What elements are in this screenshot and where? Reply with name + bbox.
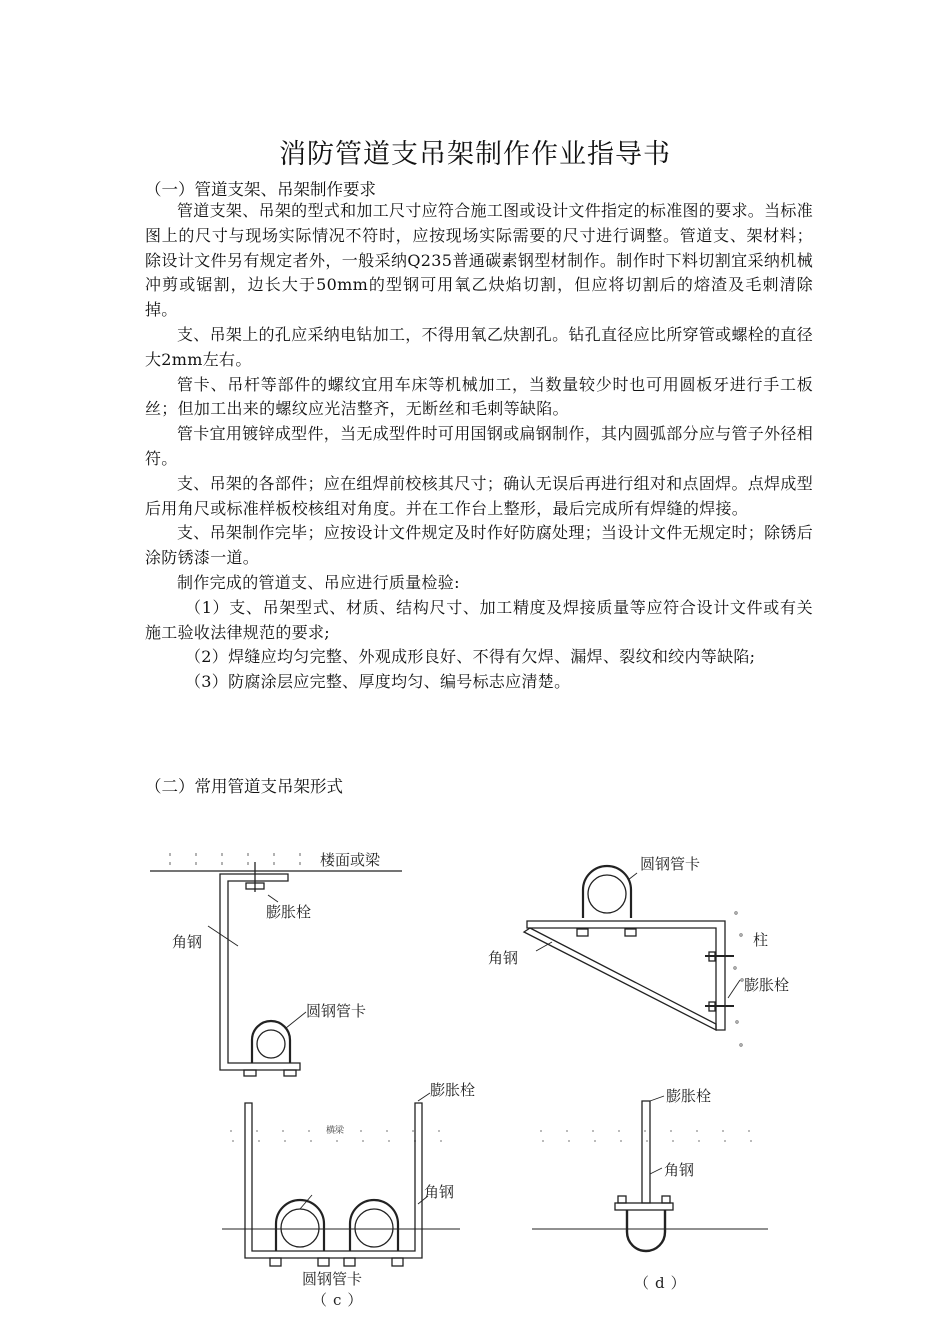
leader-line — [268, 895, 278, 902]
paragraph: 支、吊架制作完毕；应按设计文件规定及时作好防腐处理；当设计文件无规定时；除锈后涂防锈漆一道。 — [145, 523, 813, 568]
clamp-nut — [284, 1070, 296, 1076]
leader-line — [650, 1168, 662, 1174]
check-item: （2）焊缝应均匀完整、外观成形良好、不得有欠焊、漏焊、裂纹和绞内等缺陷; — [185, 647, 756, 667]
angle-label: 角钢 — [488, 949, 519, 967]
beam-label: 横梁 — [326, 1126, 345, 1136]
pipe — [588, 875, 626, 913]
pipe — [355, 1209, 393, 1247]
bolt-nut — [618, 1196, 626, 1203]
round-steel-clamp — [276, 1200, 324, 1251]
ceiling-label: 楼面或梁 — [320, 851, 381, 869]
leader-line — [650, 1096, 664, 1101]
leader-line — [286, 1012, 306, 1028]
paragraph: 管道支架、吊架的型式和加工尺寸应符合施工图或设计文件指定的标准图的要求。当标准图上的尺寸与现场实际情况不符时，应按现场实际需要的尺寸进行调整。管道支、架材料；除设计文件另有规定者外，一般采纳Q235普通碳素钢型材制作。制作时下料切割宜采纳机械冲剪或锯割，边长大于50mm的型钢可用氧乙炔焰切割，但应将切割后的熔渣及毛刺清除掉。 — [145, 201, 813, 320]
bolt-nut — [662, 1196, 670, 1203]
round-steel-clamp — [627, 1210, 665, 1251]
figure-d-caption: （d） — [634, 1274, 692, 1292]
leader-line — [628, 873, 637, 880]
section2-heading: （二）常用管道支吊架形式 — [145, 777, 343, 796]
figure-b — [524, 866, 743, 1046]
paragraph: 支、吊架的各部件；应在组焊前校核其尺寸；确认无误后再进行组对和点固焊。点焊成型后用角尺或标准样板校核组对角度。并在工作台上整形，最后完成所有焊缝的焊接。 — [145, 473, 813, 518]
angle-label: 角钢 — [172, 933, 203, 951]
beam-dots — [230, 1131, 460, 1141]
clamp-nut — [625, 929, 636, 936]
check-item: （3）防腐涂层应完整、厚度均匀、编号标志应清楚。 — [185, 672, 571, 692]
bolt-label: 膨胀栓 — [430, 1081, 476, 1099]
clamp-nut — [344, 1258, 355, 1266]
clamp-nut — [270, 1258, 281, 1266]
leader-line — [208, 926, 238, 946]
paragraph: 管卡、吊杆等部件的螺纹宜用车床等机械加工，当数量较少时也可用圆板牙进行手工板丝；但加工出来的螺纹应光洁整齐，无断丝和毛刺等缺陷。 — [145, 374, 813, 419]
section1-heading: （一）管道支架、吊架制作要求 — [145, 180, 376, 199]
clamp-label: 圆钢管卡 — [306, 1002, 367, 1020]
bolt-label: 膨胀栓 — [744, 976, 790, 994]
document-title: 消防管道支吊架制作作业指导书 — [279, 139, 671, 170]
figure-c-caption: （c） — [312, 1291, 369, 1309]
paragraph: 制作完成的管道支、吊应进行质量检验: — [177, 572, 460, 592]
angle-steel-rod — [642, 1101, 650, 1203]
figure-a — [150, 853, 402, 1076]
figure-c — [222, 1093, 460, 1266]
leader-line — [418, 1093, 430, 1101]
angle-label: 角钢 — [664, 1161, 695, 1179]
figure-d — [532, 1096, 768, 1251]
angle-label: 角钢 — [424, 1183, 455, 1201]
check-item: （1）支、吊架型式、材质、结构尺寸、加工精度及焊接质量等应符合设计文件或有关施工验收法律规范的要求; — [145, 597, 813, 642]
clamp-nut — [244, 1070, 256, 1076]
round-steel-clamp — [583, 866, 631, 918]
leader-line — [728, 980, 740, 998]
clamp-label: 圆钢管卡 — [640, 855, 701, 873]
clamp-label: 圆钢管卡 — [302, 1270, 363, 1288]
clamp-nut — [318, 1258, 329, 1266]
bolt-label: 膨胀栓 — [266, 903, 312, 921]
leader-line — [536, 942, 552, 951]
crossbar — [615, 1203, 673, 1210]
paragraph: 管卡宜用镀锌成型件，当无成型件时可用国钢或扁钢制作，其内圆弧部分应与管子外径相符。 — [145, 424, 813, 468]
round-steel-clamp — [350, 1200, 398, 1251]
clamp-nut — [392, 1258, 403, 1266]
pipe — [257, 1030, 285, 1058]
diagonal-brace — [524, 928, 716, 1030]
bolt-label: 膨胀栓 — [666, 1087, 712, 1105]
paragraph: 支、吊架上的孔应采纳电钻加工，不得用氧乙炔割孔。钻孔直径应比所穿管或螺栓的直径大2mm左右。 — [145, 324, 813, 369]
column-label: 柱 — [753, 931, 769, 949]
pipe — [281, 1209, 319, 1247]
clamp-nut — [577, 929, 588, 936]
ceiling-hatch — [170, 853, 300, 865]
column-hatch — [734, 912, 743, 1046]
